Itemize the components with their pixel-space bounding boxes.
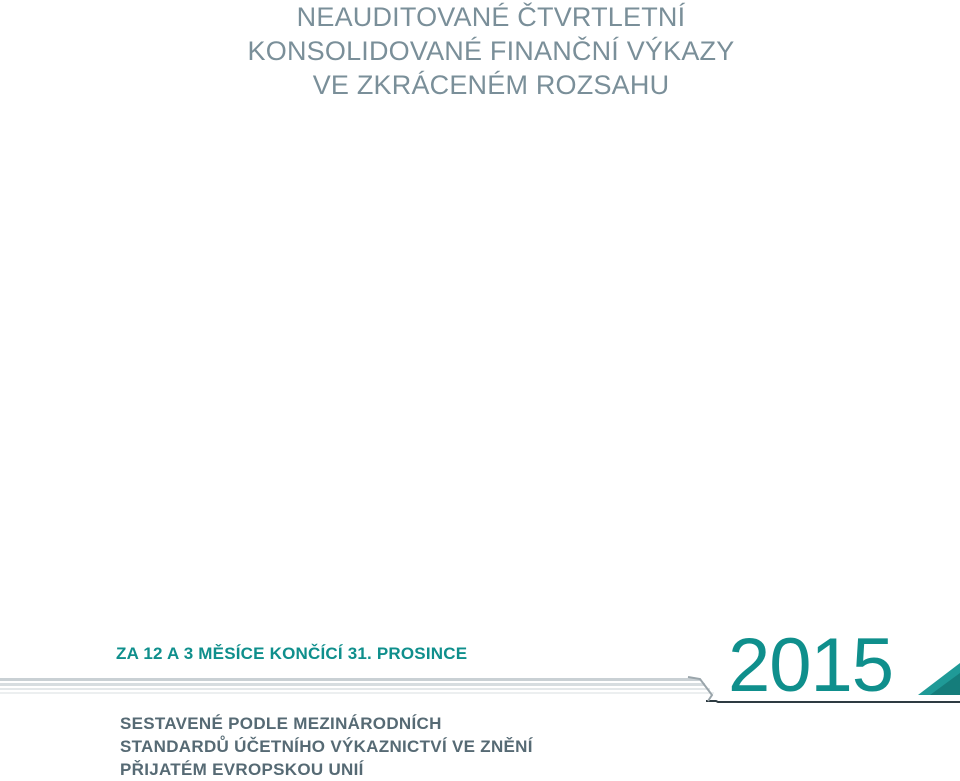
divider-stripe <box>0 688 710 690</box>
report-title-line-3: VE ZKRÁCENÉM ROZSAHU <box>312 70 670 100</box>
reporting-period: ZA 12 A 3 MĚSÍCE KONČÍCÍ 31. PROSINCE <box>116 644 468 663</box>
accounting-basis <box>120 712 533 781</box>
report-title-line-2: KONSOLIDOVANÉ FINANČNÍ VÝKAZY <box>247 36 735 66</box>
accounting-basis-line-3: PŘIJATÉM EVROPSKOU UNIÍ <box>120 760 364 779</box>
report-year: 2015 <box>728 623 894 708</box>
divider-stripe <box>0 678 700 681</box>
divider-stripe <box>0 692 714 694</box>
accounting-basis-line-1: SESTAVENÉ PODLE MEZINÁRODNÍCH <box>120 714 442 733</box>
divider-stripe <box>0 683 705 686</box>
accounting-basis-line-2: STANDARDŮ ÚČETNÍHO VÝKAZNICTVÍ VE ZNĚNÍ <box>120 737 533 756</box>
report-title-line-1: NEAUDITOVANÉ ČTVRTLETNÍ <box>296 2 686 32</box>
